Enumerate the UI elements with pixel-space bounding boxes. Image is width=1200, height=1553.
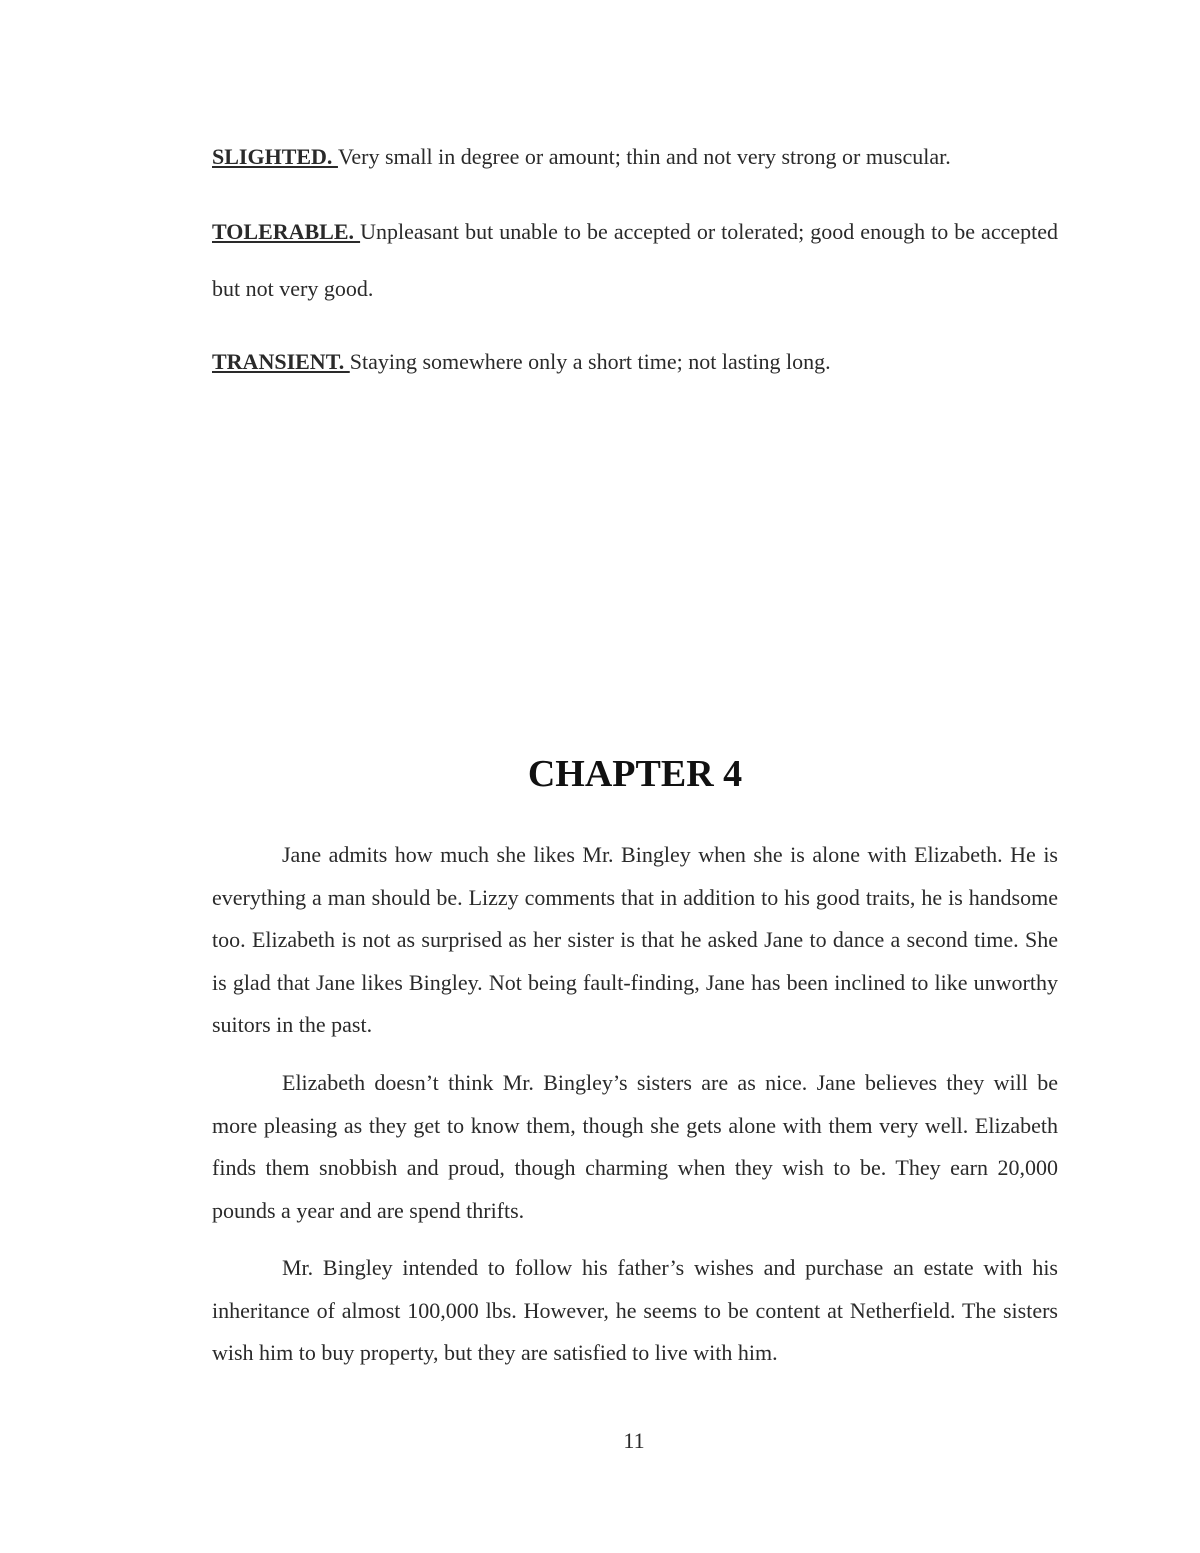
chapter-title: CHAPTER 4 — [527, 753, 743, 795]
definition-slighted — [212, 128, 1058, 185]
definition-text: Very small in degree or amount; thin and not very strong or muscular. — [337, 144, 951, 169]
definition-term: TOLERABLE. — [212, 219, 361, 244]
chapter-paragraph: Elizabeth doesn’t think Mr. Bingley’s sisters are as nice. Jane believes they will be more pleasing as they get to know them, though she gets alone with them very well. Elizabeth finds them snobbish and proud, though charming when they wish to be. They earn 20,000 pounds a year and are spend thrifts. — [212, 1070, 1058, 1223]
page-number: 11 — [623, 1428, 645, 1453]
definition-transient — [212, 333, 1058, 390]
definition-text: Staying somewhere only a short time; not lasting long. — [349, 349, 831, 374]
chapter-paragraph: Jane admits how much she likes Mr. Bingley when she is alone with Elizabeth. He is everything a man should be. Lizzy comments that in addition to his good traits, he is handsome too. Elizabeth is not as surprised as her sister is that he asked Jane to dance a second time. She is glad that Jane likes Bingley. Not being fault-finding, Jane has been inclined to like unworthy suitors in the past. — [212, 842, 1058, 1038]
definition-tolerable — [212, 203, 1058, 317]
chapter-paragraph: Mr. Bingley intended to follow his father’s wishes and purchase an estate with his inheritance of almost 100,000 lbs. However, he seems to be content at Netherfield. The sisters wish him to buy property, but they are satisfied to live with him. — [212, 1255, 1058, 1366]
definition-text: Unpleasant but unable to be accepted or tolerated; good enough to be accepted but not very good. — [212, 219, 1058, 301]
definition-term: TRANSIENT. — [212, 349, 350, 374]
definition-term: SLIGHTED. — [212, 144, 338, 169]
